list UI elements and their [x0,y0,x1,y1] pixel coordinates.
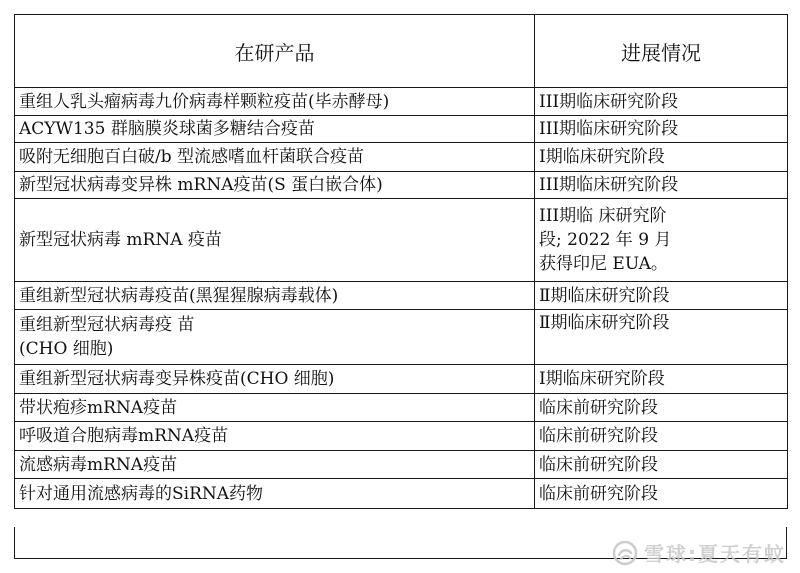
table-row [15,479,788,509]
status-cell: III期临床研究阶段 [535,172,788,199]
table-row [15,451,788,479]
pipeline-table [14,14,788,509]
table-row [15,310,788,365]
table-row [15,199,788,282]
header-product: 在研产品 [15,15,535,88]
table-row [15,365,788,394]
product-cell: 呼吸道合胞病毒mRNA疫苗 [15,422,535,451]
product-cell: 新型冠状病毒变异株 mRNA疫苗(S 蛋白嵌合体) [15,172,535,199]
product-cell: 重组新型冠状病毒疫 苗 (CHO 细胞) [15,310,535,365]
status-cell: Ⅱ期临床研究阶段 [535,310,788,365]
status-cell: 临床前研究阶段 [535,394,788,422]
table-row [15,143,788,172]
status-cell: 临床前研究阶段 [535,422,788,451]
status-cell: III期临床研究阶段 [535,88,788,116]
header-status: 进展情况 [535,15,788,88]
status-cell: III期临 床研究阶 段; 2022 年 9 月 获得印尼 EUA。 [535,199,788,282]
watermark-text: 雪球:夏天有蚊 [644,542,786,566]
product-cell: 针对通用流感病毒的SiRNA药物 [15,479,535,509]
product-cell: 吸附无细胞百白破/b 型流感嗜血杆菌联合疫苗 [15,143,535,172]
xueqiu-logo-icon [612,540,638,566]
product-cell: 带状疱疹mRNA疫苗 [15,394,535,422]
table-row [15,422,788,451]
product-cell: 新型冠状病毒 mRNA 疫苗 [15,199,535,282]
status-cell: 临床前研究阶段 [535,479,788,509]
product-cell: 重组新型冠状病毒变异株疫苗(CHO 细胞) [15,365,535,394]
table-row [15,88,788,116]
product-cell: 流感病毒mRNA疫苗 [15,451,535,479]
header-row [15,15,788,88]
product-cell: ACYW135 群脑膜炎球菌多糖结合疫苗 [15,116,535,143]
status-cell: Ⅰ期临床研究阶段 [535,365,788,394]
product-cell: 重组新型冠状病毒疫苗(黑猩猩腺病毒载体) [15,282,535,310]
table-row [15,172,788,199]
watermark [612,538,786,567]
table-row [15,394,788,422]
status-cell: 临床前研究阶段 [535,451,788,479]
status-cell: III期临床研究阶段 [535,116,788,143]
table-row [15,116,788,143]
product-cell: 重组人乳头瘤病毒九价病毒样颗粒疫苗(毕赤酵母) [15,88,535,116]
table-row [15,282,788,310]
status-cell: Ⅱ期临床研究阶段 [535,282,788,310]
status-cell: Ⅰ期临床研究阶段 [535,143,788,172]
